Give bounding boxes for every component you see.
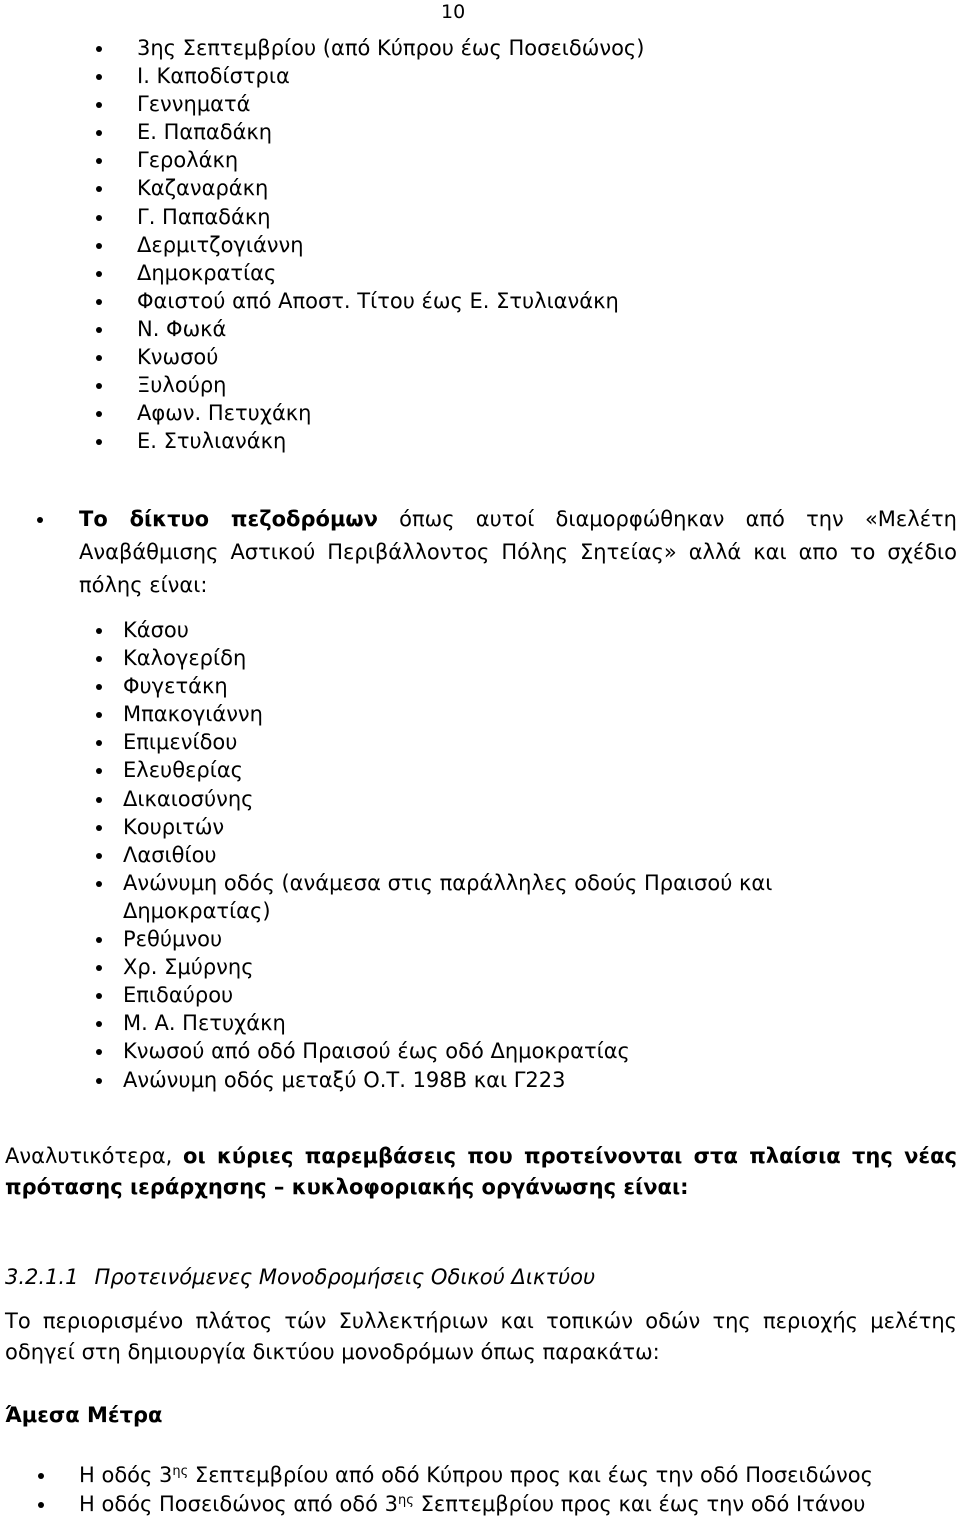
item-text: Η οδός 3 — [79, 1463, 173, 1487]
item-text: Σεπτεμβρίου προς και έως την οδό Ιτάνου — [413, 1492, 866, 1516]
immediate-measures-heading: Άμεσα Μέτρα — [5, 1403, 163, 1427]
list-item — [0, 1490, 873, 1519]
list-item: Γεννηματά — [0, 90, 644, 118]
network-rest: όπως αυτοί διαμορφώθηκαν από την «Μελέτη Αναβάθμισης Αστικού Περιβάλλοντος Πόλης Σητείας» αλλά και απο το σχέδιο πόλης είναι: — [79, 507, 957, 597]
section-number: 3.2.1.1 — [5, 1265, 79, 1289]
list-item: Φυγετάκη — [0, 672, 823, 700]
list-item: Λασιθίου — [0, 841, 823, 869]
section-title: Προτεινόμενες Μονοδρομήσεις Οδικού Δικτύου — [94, 1265, 596, 1289]
list-item: Κνωσού από οδό Πραισού έως οδό Δημοκρατίας — [0, 1037, 823, 1065]
immediate-measures-list — [0, 1461, 873, 1519]
list-item: Ανώνυμη οδός (ανάμεσα στις παράλληλες οδούς Πραισού και Δημοκρατίας) — [0, 869, 823, 925]
analysis-lead: Αναλυτικότερα, — [5, 1144, 184, 1168]
analysis-bold: οι κύριες παρεμβάσεις που προτείνονται στα πλαίσια της νέας πρότασης ιεράρχησης – κυκλοφοριακής οργάνωσης είναι: — [5, 1144, 957, 1199]
list-item: Καζαναράκη — [0, 174, 644, 202]
list-item: Κουριτών — [0, 813, 823, 841]
network-bold-intro: Το δίκτυο πεζοδρόμων — [79, 507, 378, 531]
ordinal-suffix: ης — [172, 1464, 189, 1479]
list-item: Ε. Στυλιανάκη — [0, 427, 644, 455]
network-description: Το περιορισμένο πλάτος τών Συλλεκτήριων και τοπικών οδών της περιοχής μελέτης οδηγεί στη δημιουργία δικτύου μονοδρόμων όπως παρακάτω: — [5, 1309, 957, 1364]
list-item: Δημοκρατίας — [0, 259, 644, 287]
list-item: Γερολάκη — [0, 146, 644, 174]
list-item: Δικαιοσύνης — [0, 785, 823, 813]
list-item: Ελευθερίας — [0, 756, 823, 784]
item-text: Σεπτεμβρίου από οδό Κύπρου προς και έως την οδό Ποσειδώνος — [188, 1463, 873, 1487]
list-item: Μπακογιάννη — [0, 700, 823, 728]
list-item: Γ. Παπαδάκη — [0, 203, 644, 231]
list-item: Χρ. Σμύρνης — [0, 953, 823, 981]
section-heading — [5, 1262, 595, 1292]
ordinal-suffix: ης — [398, 1493, 414, 1508]
list-item: 3ης Σεπτεμβρίου (από Κύπρου έως Ποσειδώνος) — [0, 34, 644, 62]
streets-list — [0, 34, 644, 455]
list-item: Ι. Καποδίστρια — [0, 62, 644, 90]
list-item: Ε. Παπαδάκη — [0, 118, 644, 146]
list-item: Ξυλούρη — [0, 371, 644, 399]
list-item: Επιδαύρου — [0, 981, 823, 1009]
list-item: Αφων. Πετυχάκη — [0, 399, 644, 427]
list-item — [0, 1461, 873, 1490]
list-item: Καλογερίδη — [0, 644, 823, 672]
bullet-icon — [37, 517, 43, 523]
list-item: Δερμιτζογιάννη — [0, 231, 644, 259]
list-item: Φαιστού από Αποστ. Τίτου έως Ε. Στυλιανάκη — [0, 287, 644, 315]
pedestrian-streets-list — [0, 616, 823, 1094]
analysis-paragraph — [5, 1141, 957, 1203]
item-text: Η οδός Ποσειδώνος από οδό 3 — [79, 1492, 399, 1516]
list-item: Ρεθύμνου — [0, 925, 823, 953]
list-item: Κάσου — [0, 616, 823, 644]
list-item: Ανώνυμη οδός μεταξύ Ο.Τ. 198Β και Γ223 — [0, 1066, 823, 1094]
list-item: Επιμενίδου — [0, 728, 823, 756]
page-number: 10 — [441, 1, 466, 23]
pedestrian-network-paragraph — [79, 503, 957, 602]
list-item: Μ. Α. Πετυχάκη — [0, 1009, 823, 1037]
list-item: Κνωσού — [0, 343, 644, 371]
list-item: Ν. Φωκά — [0, 315, 644, 343]
